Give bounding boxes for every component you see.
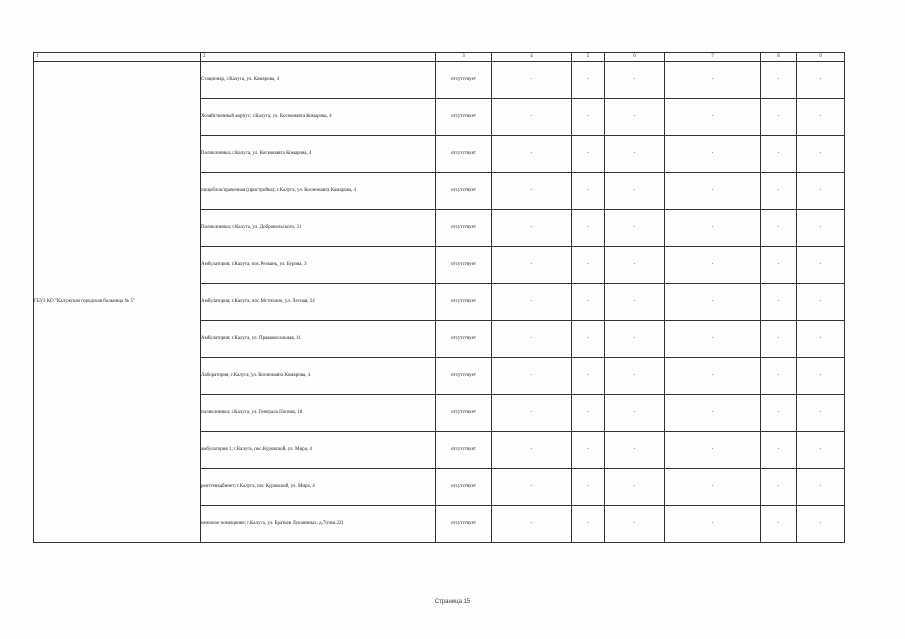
value-cell: - bbox=[761, 210, 797, 247]
object-cell: амбулатория 1; г.Калуга, пос.Куровской, ул. Мира, 4 bbox=[201, 432, 436, 469]
status-cell: отсутствует bbox=[436, 62, 492, 99]
status-cell: отсутствует bbox=[436, 469, 492, 506]
value-cell: - bbox=[572, 62, 605, 99]
value-cell: - bbox=[797, 247, 845, 284]
organization-name: ГБУЗ КО "Калужская городская больница № 5" bbox=[34, 299, 136, 304]
status-cell: отсутствует bbox=[436, 136, 492, 173]
value-cell: - bbox=[665, 247, 761, 284]
object-cell: нежилое помещение; г.Калуга, ул. Братьев Луканиных, д.7(пом.22) bbox=[201, 506, 436, 543]
value-cell: - bbox=[761, 284, 797, 321]
status-cell: отсутствует bbox=[436, 284, 492, 321]
value-cell: - bbox=[665, 99, 761, 136]
object-cell: Поликлиника; г.Калуга, ул. Добровольского, 31 bbox=[201, 210, 436, 247]
value-cell: - bbox=[797, 432, 845, 469]
value-cell: - bbox=[605, 432, 665, 469]
value-cell: - bbox=[572, 432, 605, 469]
header-row bbox=[34, 53, 845, 62]
value-cell: - bbox=[797, 210, 845, 247]
value-cell: - bbox=[492, 136, 572, 173]
object-cell: Лаборатория; г.Калуга, ул. Космонавта Комарова, 4 bbox=[201, 358, 436, 395]
value-cell: - bbox=[665, 173, 761, 210]
value-cell: - bbox=[761, 469, 797, 506]
value-cell: - bbox=[797, 173, 845, 210]
organization-cell bbox=[34, 62, 201, 543]
value-cell: - bbox=[605, 173, 665, 210]
value-cell: - bbox=[572, 99, 605, 136]
header-cell: 5 bbox=[572, 53, 605, 62]
value-cell: - bbox=[572, 247, 605, 284]
value-cell: - bbox=[797, 321, 845, 358]
header-cell: 4 bbox=[492, 53, 572, 62]
header-cell: 7 bbox=[665, 53, 761, 62]
value-cell: - bbox=[492, 321, 572, 358]
value-cell: - bbox=[797, 506, 845, 543]
value-cell: - bbox=[665, 469, 761, 506]
data-table bbox=[33, 52, 845, 543]
value-cell: - bbox=[761, 358, 797, 395]
value-cell: - bbox=[572, 395, 605, 432]
value-cell: - bbox=[492, 284, 572, 321]
object-cell: Амбулатория; г.Калуга, ул. Правовосальная, 11 bbox=[201, 321, 436, 358]
value-cell: - bbox=[605, 469, 665, 506]
value-cell: - bbox=[797, 469, 845, 506]
object-cell: пищеблок/прачечная (пристройка); г.Калуга, ул. Космонавта Комарова, 4 bbox=[201, 173, 436, 210]
value-cell: - bbox=[492, 99, 572, 136]
value-cell: - bbox=[572, 321, 605, 358]
value-cell: - bbox=[665, 210, 761, 247]
value-cell: - bbox=[665, 358, 761, 395]
header-cell: 1 bbox=[34, 53, 201, 62]
value-cell: - bbox=[761, 99, 797, 136]
value-cell: - bbox=[605, 247, 665, 284]
status-cell: отсутствует bbox=[436, 432, 492, 469]
status-cell: отсутствует bbox=[436, 506, 492, 543]
header-cell: 9 bbox=[797, 53, 845, 62]
value-cell: - bbox=[492, 506, 572, 543]
value-cell: - bbox=[572, 210, 605, 247]
value-cell: - bbox=[492, 432, 572, 469]
value-cell: - bbox=[665, 321, 761, 358]
status-cell: отсутствует bbox=[436, 395, 492, 432]
value-cell: - bbox=[605, 358, 665, 395]
value-cell: - bbox=[605, 99, 665, 136]
value-cell: - bbox=[492, 358, 572, 395]
value-cell: - bbox=[605, 506, 665, 543]
object-cell: Стационар, г.Калуга, ул. Комарова, 4 bbox=[201, 62, 436, 99]
value-cell: - bbox=[572, 358, 605, 395]
table-row bbox=[34, 62, 845, 99]
value-cell: - bbox=[797, 358, 845, 395]
value-cell: - bbox=[572, 284, 605, 321]
value-cell: - bbox=[797, 136, 845, 173]
value-cell: - bbox=[572, 173, 605, 210]
value-cell: - bbox=[797, 284, 845, 321]
value-cell: - bbox=[761, 321, 797, 358]
header-cell: 3 bbox=[436, 53, 492, 62]
value-cell: - bbox=[665, 62, 761, 99]
value-cell: - bbox=[605, 210, 665, 247]
value-cell: - bbox=[665, 395, 761, 432]
value-cell: - bbox=[605, 136, 665, 173]
value-cell: - bbox=[605, 395, 665, 432]
status-cell: отсутствует bbox=[436, 358, 492, 395]
value-cell: - bbox=[665, 284, 761, 321]
value-cell: - bbox=[761, 247, 797, 284]
value-cell: - bbox=[761, 136, 797, 173]
value-cell: - bbox=[492, 395, 572, 432]
value-cell: - bbox=[605, 284, 665, 321]
status-cell: отсутствует bbox=[436, 321, 492, 358]
value-cell: - bbox=[492, 62, 572, 99]
value-cell: - bbox=[761, 173, 797, 210]
value-cell: - bbox=[665, 432, 761, 469]
value-cell: - bbox=[605, 62, 665, 99]
value-cell: - bbox=[761, 432, 797, 469]
value-cell: - bbox=[761, 395, 797, 432]
value-cell: - bbox=[572, 136, 605, 173]
status-cell: отсутствует bbox=[436, 99, 492, 136]
status-cell: отсутствует bbox=[436, 173, 492, 210]
header-cell: 8 bbox=[761, 53, 797, 62]
header-cell: 2 bbox=[201, 53, 436, 62]
value-cell: - bbox=[665, 506, 761, 543]
value-cell: - bbox=[492, 210, 572, 247]
value-cell: - bbox=[572, 506, 605, 543]
value-cell: - bbox=[761, 506, 797, 543]
value-cell: - bbox=[797, 62, 845, 99]
object-cell: рентгенкабинет; г.Калуга, пос Куровской, ул. Мира, 4 bbox=[201, 469, 436, 506]
status-cell: отсутствует bbox=[436, 247, 492, 284]
page-number: Страница 15 bbox=[434, 599, 471, 605]
object-cell: Поликлиника; г.Калуга, ул. Космонавта Комарова, 4 bbox=[201, 136, 436, 173]
header-cell: 6 bbox=[605, 53, 665, 62]
value-cell: - bbox=[572, 469, 605, 506]
object-cell: Амбулатория; г.Калуга, пос.Резвань, ул. Бурова, 3 bbox=[201, 247, 436, 284]
value-cell: - bbox=[797, 395, 845, 432]
object-cell: поликлиника; г.Калуга, ул. Генерала Попова, 18 bbox=[201, 395, 436, 432]
object-cell: Хозяйственный корпус; г.Калуга, ул. Космонавта Комарова, 4 bbox=[201, 99, 436, 136]
object-cell: Амбулатория; г.Калуга, пос.Мстихино, ул. Лесная, 24 bbox=[201, 284, 436, 321]
value-cell: - bbox=[761, 62, 797, 99]
status-cell: отсутствует bbox=[436, 210, 492, 247]
value-cell: - bbox=[492, 469, 572, 506]
value-cell: - bbox=[665, 136, 761, 173]
value-cell: - bbox=[605, 321, 665, 358]
value-cell: - bbox=[492, 173, 572, 210]
value-cell: - bbox=[492, 247, 572, 284]
value-cell: - bbox=[797, 99, 845, 136]
